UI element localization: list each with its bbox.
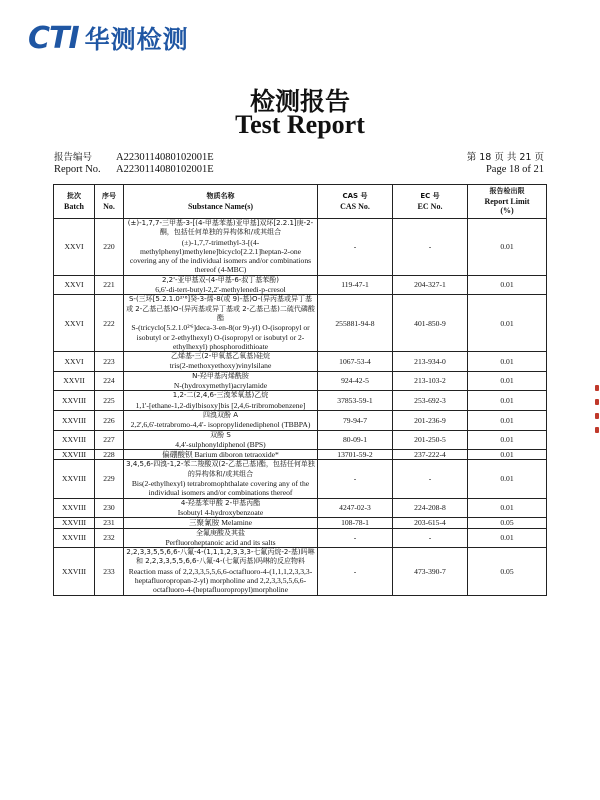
batch-cell: XXVIII — [54, 548, 95, 595]
substance-name: 2,2',6,6'-tetrabromo-4,4'- isopropylidenediphenol (TBBPA) — [130, 420, 311, 430]
page-number-en: Page 18 of 21 — [485, 164, 544, 175]
substance-name-cn: 1,2-二(2,4,6-三溴苯氧基)乙烷 — [172, 391, 269, 400]
substance-cell — [124, 219, 318, 276]
number-cell: 225 — [95, 391, 124, 411]
logo-cti-text: CTI — [28, 20, 79, 56]
substance-name-cn: 3,4,5,6-四溴-1,2-苯二羧酸双(2-乙基己基)酯，包括任何单独的异构体和/或其组合 — [126, 460, 315, 478]
table-row — [54, 548, 547, 595]
substance-name: 三聚氰胺 Melamine — [188, 518, 253, 528]
substance-name: 偏硼酸钡 Barium diboron tetraoxide* — [162, 450, 279, 460]
cas-cell: 4247-02-3 — [318, 498, 393, 518]
substance-name-cn: 4-羟基苯甲酸 2-甲基丙酯 — [180, 498, 261, 507]
substance-cell — [124, 391, 318, 411]
number-cell: 223 — [95, 352, 124, 372]
substance-cell — [124, 528, 318, 548]
table-header-row — [54, 185, 547, 219]
table-row — [54, 275, 547, 295]
batch-cell: XXVIII — [54, 430, 95, 450]
substance-name-cn: 2,2'-亚甲基双-(4-甲基-6-叔丁基苯酚) — [161, 275, 280, 284]
header-ec: EC 号 EC No. — [393, 185, 468, 219]
header-no: 序号 No. — [95, 185, 124, 219]
substance-name: Bis(2-ethylhexyl) tetrabromophthalate covering any of the individual isomers and/or combinations thereof — [131, 479, 310, 498]
number-cell: 231 — [95, 518, 124, 528]
ec-cell: 401-850-9 — [393, 295, 468, 352]
substance-cell — [124, 352, 318, 372]
substance-name-cn: N-羟甲基丙烯酰胺 — [192, 371, 249, 380]
substance-name-cn: 全氟庚酸及其盐 — [196, 528, 245, 537]
page-number-block — [467, 152, 544, 176]
limit-cell: 0.01 — [468, 295, 547, 352]
substance-name-cn: 四溴双酚 A — [202, 410, 238, 419]
cas-cell: 924-42-5 — [318, 371, 393, 391]
table-body — [54, 219, 547, 596]
report-no-label-cn: 报告编号 — [54, 152, 93, 163]
header-cas: CAS 号 CAS No. — [318, 185, 393, 219]
table-row — [54, 518, 547, 528]
table-row — [54, 352, 547, 372]
ec-cell: 237-222-4 — [393, 450, 468, 460]
ec-cell: - — [393, 528, 468, 548]
batch-cell: XXVIII — [54, 460, 95, 498]
batch-cell: XXVIII — [54, 450, 95, 460]
limit-cell: 0.01 — [468, 352, 547, 372]
ec-cell: 213-103-2 — [393, 371, 468, 391]
substance-cell — [124, 518, 318, 528]
batch-cell: XXVII — [54, 371, 95, 391]
table-row — [54, 295, 547, 352]
ec-cell: 213-934-0 — [393, 352, 468, 372]
cas-cell: 37853-59-1 — [318, 391, 393, 411]
company-logo — [28, 20, 189, 56]
ec-cell: 201-250-5 — [393, 430, 468, 450]
limit-cell: 0.01 — [468, 219, 547, 276]
ec-cell: - — [393, 460, 468, 498]
ec-cell: 201-236-9 — [393, 410, 468, 430]
table-row — [54, 410, 547, 430]
substance-name-cn: 乙烯基-三(2-甲氧基乙氧基)硅烷 — [171, 352, 270, 361]
table-row — [54, 430, 547, 450]
batch-cell: XXVI — [54, 295, 95, 352]
cas-cell: 13701-59-2 — [318, 450, 393, 460]
cas-cell: 80-09-1 — [318, 430, 393, 450]
cas-cell: 119-47-1 — [318, 275, 393, 295]
report-number-block — [54, 152, 214, 176]
limit-cell: 0.01 — [468, 430, 547, 450]
limit-cell: 0.01 — [468, 460, 547, 498]
cas-cell: 255881-94-8 — [318, 295, 393, 352]
cas-cell: - — [318, 528, 393, 548]
substance-cell — [124, 371, 318, 391]
substance-cell — [124, 548, 318, 595]
limit-cell: 0.01 — [468, 391, 547, 411]
limit-cell: 0.01 — [468, 498, 547, 518]
table-row — [54, 498, 547, 518]
table-row — [54, 528, 547, 548]
ec-cell: 253-692-3 — [393, 391, 468, 411]
substance-name: S-(tricyclo[5.2.1.0²'⁶]deca-3-en-8(or 9)-yl) O-(isopropyl or isobutyl or 2-ethylhexyl) O-(isopropyl or isobutyl or 2-ethylhexyl) phosphorodithioate — [131, 323, 310, 351]
batch-cell: XXVIII — [54, 498, 95, 518]
cas-cell: - — [318, 219, 393, 276]
substance-name: tris(2-methoxyethoxy)vinylsilane — [169, 361, 272, 371]
substance-name: 6,6'-di-tert-butyl-2,2'-methylenedi-p-cresol — [155, 285, 286, 295]
substance-cell — [124, 275, 318, 295]
substance-cell — [124, 295, 318, 352]
substance-name-cn: (±)-1,7,7-三甲基-3-[(4-甲基苯基)亚甲基]双环[2.2.1]庚-2-酮，包括任何单独的异构体和/或其组合 — [127, 219, 314, 237]
substance-name: 1,1'-[ethane-1,2-diylbisoxy]bis [2,4,6-tribromobenzene] — [135, 400, 306, 410]
number-cell: 227 — [95, 430, 124, 450]
table-row — [54, 450, 547, 460]
limit-cell: 0.01 — [468, 410, 547, 430]
substance-table — [53, 184, 547, 596]
ec-cell: - — [393, 219, 468, 276]
report-no-value-en: A2230114080102001E — [116, 164, 214, 175]
table-row — [54, 219, 547, 276]
substance-name-cn: S-(三环[5.2.1.0²'⁶]癸-3-烯-8(或 9)-基)O-(异丙基或异丁基或 2-乙基己基)O-(异丙基或异丁基或 2-乙基己基)二硫代磷酸酯 — [126, 295, 315, 322]
batch-cell: XXVI — [54, 275, 95, 295]
number-cell: 233 — [95, 548, 124, 595]
table-row — [54, 371, 547, 391]
cas-cell: - — [318, 548, 393, 595]
table-row — [54, 391, 547, 411]
batch-cell: XXVIII — [54, 528, 95, 548]
number-cell: 230 — [95, 498, 124, 518]
substance-cell — [124, 410, 318, 430]
substance-cell — [124, 460, 318, 498]
cas-cell: 108-78-1 — [318, 518, 393, 528]
number-cell: 222 — [95, 295, 124, 352]
batch-cell: XXVIII — [54, 518, 95, 528]
cas-cell: 1067-53-4 — [318, 352, 393, 372]
number-cell: 228 — [95, 450, 124, 460]
substance-name: (±)-1,7,7-trimethyl-3-[(4-methylphenyl)methylene]bicyclo[2.2.1]heptan-2-one covering any of the individual isomers and/or combinations thereof (4-MBC) — [129, 237, 312, 275]
number-cell: 226 — [95, 410, 124, 430]
substance-name: Isobutyl 4-hydroxybenzoate — [177, 507, 264, 517]
substance-name-cn: 双酚 S — [210, 430, 231, 439]
ec-cell: 473-390-7 — [393, 548, 468, 595]
number-cell: 232 — [95, 528, 124, 548]
limit-cell: 0.01 — [468, 528, 547, 548]
header-limit: 报告检出限 Report Limit (%) — [468, 185, 547, 219]
batch-cell: XXVIII — [54, 410, 95, 430]
substance-name: Reaction mass of 2,2,3,3,5,5,6,6-octafluoro-4-(1,1,1,2,3,3,3-heptafluoropropan-2-yl) morpholine and 2,2,3,3,5,5,6,6-octafluoro-4-(heptafluoropropyl)morpholine — [128, 566, 313, 595]
ec-cell: 204-327-1 — [393, 275, 468, 295]
header-batch: 批次 Batch — [54, 185, 95, 219]
substance-name-cn: 2,2,3,3,5,5,6,6-八氟-4-(1,1,1,2,3,3,3-七氟丙烷-2-基)吗啉和 2,2,3,3,5,5,6,6-八氟-4-(七氟丙基)吗啉的反应物料 — [126, 548, 315, 566]
substance-cell — [124, 430, 318, 450]
ec-cell: 224-208-8 — [393, 498, 468, 518]
number-cell: 224 — [95, 371, 124, 391]
number-cell: 221 — [95, 275, 124, 295]
seal-edge-mark — [595, 385, 600, 455]
limit-cell: 0.05 — [468, 548, 547, 595]
limit-cell: 0.01 — [468, 275, 547, 295]
batch-cell: XXVIII — [54, 391, 95, 411]
logo-chinese-text: 华测检测 — [84, 25, 189, 54]
header-substance: 物质名称 Substance Name(s) — [124, 185, 318, 219]
substance-name: 4,4'-sulphonyldiphenol (BPS) — [175, 439, 266, 449]
report-title-chinese: 检测报告 — [249, 87, 350, 116]
substance-name: N-(hydroxymethyl)acrylamide — [173, 381, 268, 391]
substance-name: Perfluoroheptanoic acid and its salts — [165, 537, 276, 547]
limit-cell: 0.05 — [468, 518, 547, 528]
page-number-cn: 第 18 页 共 21 页 — [466, 152, 544, 163]
batch-cell: XXVI — [54, 352, 95, 372]
number-cell: 229 — [95, 460, 124, 498]
report-no-label-en: Report No. — [54, 164, 101, 175]
cas-cell: - — [318, 460, 393, 498]
ec-cell: 203-615-4 — [393, 518, 468, 528]
number-cell: 220 — [95, 219, 124, 276]
limit-cell: 0.01 — [468, 450, 547, 460]
report-title-english: Test Report — [235, 110, 365, 139]
table-row — [54, 460, 547, 498]
batch-cell: XXVI — [54, 219, 95, 276]
substance-cell — [124, 498, 318, 518]
cas-cell: 79-94-7 — [318, 410, 393, 430]
report-no-value-cn: A2230114080102001E — [116, 152, 214, 163]
substance-cell — [124, 450, 318, 460]
limit-cell: 0.01 — [468, 371, 547, 391]
